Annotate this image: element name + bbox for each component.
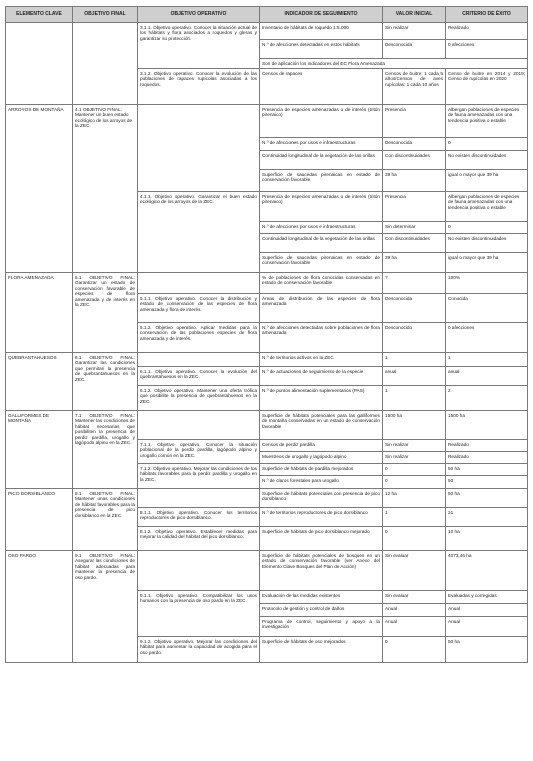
initial-value-cell: 0 [383, 476, 446, 489]
indicator-cell: N.º de actuaciones de seguimiento de la especie [260, 367, 383, 386]
operational-objective-cell: 7.1.2. Objetivo operativo. Mejorar las condiciones de los hábitats favorables para la perdiz pardilla y urogallo en la ZEC. [138, 464, 260, 489]
initial-value-cell: Presencia [383, 105, 446, 138]
table-row [6, 551, 528, 591]
initial-value-cell: Desconocida [383, 294, 446, 323]
table-row [6, 411, 528, 440]
element-cell: GALLIFORMES DE MONTAÑA [6, 411, 73, 489]
initial-value-cell: Sin realizar [383, 452, 446, 464]
initial-value-cell: Desconocida [383, 40, 446, 59]
success-criterion-cell: Realizado [446, 440, 528, 452]
operational-objective-cell-empty [138, 273, 260, 294]
operational-objective-cell-empty [138, 551, 260, 591]
success-criterion-cell: 0 [446, 222, 528, 234]
success-criterion-cell: 1 [446, 353, 528, 367]
success-criterion-cell: Realizado [446, 452, 528, 464]
indicator-cell: N.º de territorios reproductores de pico dorsiblanco [260, 508, 383, 527]
success-criterion-cell: No existen discontinuidades [446, 151, 528, 170]
element-cell: FLORA AMENAZADA [6, 273, 73, 353]
table-row [6, 273, 528, 294]
indicator-cell: Protocolo de gestión y control de daños [260, 604, 383, 617]
success-criterion-cell: Censo de buitre en 2014 y 2019; Censo de rupícolas en 2020 [446, 69, 528, 105]
initial-value-cell: Sin evaluar [383, 551, 446, 591]
operational-objective-cell: 3.1.2. Objetivo operativo. Conocer la evolución de las poblaciones de rapaces rupícolas asociadas a los roquedos. [138, 69, 260, 105]
success-criterion-cell: 100% [446, 273, 528, 294]
indicator-cell: Evaluación de las medidas existentes [260, 591, 383, 604]
indicator-note-cell: Son de aplicación los indicadores del EC Flora Amenazada [260, 59, 528, 69]
initial-value-cell: 1 [383, 353, 446, 367]
initial-value-cell: Sin realizar [383, 23, 446, 40]
initial-value-cell: 39 ha [383, 253, 446, 273]
success-criterion-cell: anual [446, 367, 528, 386]
success-criterion-cell: 4073,46 ha [446, 551, 528, 591]
indicator-cell: Superficie de hábitats potenciales con presencia de pico dorsiblanco [260, 489, 383, 508]
final-objective-cell: 8.1 OBJETIVO FINAL: Mantener unas condiciones de hábitat favorables para la presencia de pico dorsiblanco en la ZEC. [73, 489, 138, 551]
success-criterion-cell: 50 [446, 476, 528, 489]
element-cell: ARROYOS DE MONTAÑA [6, 105, 73, 273]
success-criterion-cell: 0 afecciones [446, 40, 528, 59]
success-criterion-cell: 50 ha [446, 637, 528, 663]
indicator-cell: Superficie de hábitats de oso mejorados [260, 637, 383, 663]
success-criterion-cell: Conocida [446, 294, 528, 323]
success-criterion-cell: 10 ha [446, 527, 528, 551]
initial-value-cell: Censos de buitre: 1 cada 5 años/Censos de aves rupícolas: 1 cada 10 años [383, 69, 446, 105]
header-criterio-exito: CRITERIO DE ÉXITO [446, 7, 528, 23]
table-row [6, 489, 528, 508]
operational-objective-cell: 7.1.1. Objetivo operativo. Conocer la situación poblacional de la perdiz pardilla, lagópodo alpino y urogallo común en la ZEC. [138, 440, 260, 464]
indicator-cell: Superficie de hábitats potenciales de bosques en un estado de conservación favorable (ver Anexo del Elemento Clave Bosques del Plan de Acción) [260, 551, 383, 591]
indicator-cell: Superficie de saucedas pirenaicas en estado de conservación favorable [260, 253, 383, 273]
indicator-cell: N.º de claros forestales para urogallo [260, 476, 383, 489]
indicator-cell: Superficie de hábitats potenciales para las galliformes de montaña conservadas en un estado de conservación favorable [260, 411, 383, 440]
indicator-cell: % de poblaciones de flora conocidas conservadas en estado de conservación favorable [260, 273, 383, 294]
initial-value-cell: Sin evaluar [383, 591, 446, 604]
element-cell: OSO PARDO [6, 551, 73, 663]
header-row [6, 7, 528, 23]
final-objective-cell: 4.1 OBJETIVO FINAL: Mantener un buen estado ecológico de los arroyos de la ZEC. [73, 105, 138, 273]
success-criterion-cell: 0 afecciones [446, 323, 528, 353]
initial-value-cell: 39 ha [383, 170, 446, 192]
element-cell-continued [6, 23, 73, 105]
initial-value-cell: Con discontinuidades [383, 234, 446, 253]
final-objective-cell: 5.1 OBJETIVO FINAL: Garantizar un estado de conservación favorable de especies de flora amenazada y de interés en la ZEC. [73, 273, 138, 353]
success-criterion-cell: 50 ha [446, 489, 528, 508]
initial-value-cell: 0 [383, 637, 446, 663]
header-elemento-clave: ELEMENTO CLAVE [6, 7, 73, 23]
final-objective-cell: 6.1 OBJETIVO FINAL: Garantizar las condiciones que permitan la presencia de quebrantahuesos en la ZEC. [73, 353, 138, 411]
indicator-cell: Muestreos de urogallo y lagópodo alpino [260, 452, 383, 464]
operational-objective-cell-empty [138, 411, 260, 440]
initial-value-cell: ? [383, 273, 446, 294]
initial-value-cell: 0 [383, 527, 446, 551]
operational-objective-cell: 5.1.1. Objetivo operativo. Conocer la distribución y estado de conservación de las especies de flora amenazada y flora de interés. [138, 294, 260, 323]
indicator-cell: Programa de control, seguimiento y apoyo a la investigación [260, 617, 383, 637]
success-criterion-cell: 0 [446, 138, 528, 151]
final-objective-cell-continued [73, 23, 138, 105]
indicator-cell: N.º de afecciones detectadas sobre poblaciones de flora amenazada [260, 323, 383, 353]
success-criterion-cell: ≥1 [446, 508, 528, 527]
initial-value-cell: Sin determinar [383, 222, 446, 234]
indicator-cell: N.º de afecciones por usos e infraestructuras [260, 138, 383, 151]
initial-value-cell: 0 [383, 464, 446, 476]
element-cell: PICO DORSIBLANCO [6, 489, 73, 551]
indicator-cell: Áreas de distribución de las especies de flora amenazada [260, 294, 383, 323]
operational-objective-cell: 9.1.2. Objetivo operativo. Mejorar las condiciones del hábitat para aumentar la capacidad de acogida para el oso pardo. [138, 637, 260, 663]
success-criterion-cell: 2 [446, 386, 528, 411]
indicator-cell: Inventario de hábitats de roquedo 1:5.000 [260, 23, 383, 40]
indicator-cell: Superficie de saucedas pirenaicas en estado de conservación favorable [260, 170, 383, 192]
indicator-cell: N.º de afecciones por usos e infraestructuras [260, 222, 383, 234]
initial-value-cell: Desconocida [383, 138, 446, 151]
operational-objective-cell: 8.1.1. Objetivo operativo. Conocer los territorios reproductores de pico dorsiblanco. [138, 508, 260, 527]
initial-value-cell: Presencia [383, 192, 446, 222]
indicator-cell: Continuidad longitudinal de la vegetación de las orillas [260, 234, 383, 253]
operational-objective-cell: 8.1.2. Objetivo operativo. Establecer medidas para mejorar la calidad del hábitat del pico dorsiblanco. [138, 527, 260, 551]
element-cell: QUEBRANTAHUESOS [6, 353, 73, 411]
operational-objective-cell-empty [138, 105, 260, 192]
indicator-cell: Presencia de especies amenazadas o de interés (tritón pirenaico) [260, 105, 383, 138]
header-indicador: INDICADOR DE SEGUIMIENTO [260, 7, 383, 23]
initial-value-cell: Anual [383, 617, 446, 637]
indicator-cell: Continuidad longitudinal de la vegetación de las orillas [260, 151, 383, 170]
success-criterion-cell: Albergan poblaciones de especies de fauna amenazadas con una tendencia positiva o estable [446, 105, 528, 138]
indicator-cell: N.º de afecciones detectadas en estos hábitats [260, 40, 383, 59]
indicator-cell: N.º de puntos alimentación suplementarios (PAS) [260, 386, 383, 411]
initial-value-cell: Anual [383, 604, 446, 617]
success-criterion-cell: igual o mayor que 39 ha [446, 253, 528, 273]
initial-value-cell: 1500 ha [383, 411, 446, 440]
table-row [6, 105, 528, 138]
initial-value-cell: anual [383, 367, 446, 386]
operational-objective-cell: 5.1.2. Objetivo operativo. Aplicar medidas para la conservación de las poblaciones especies de flora amenazada y de interés. [138, 323, 260, 353]
table-row [6, 353, 528, 367]
indicator-cell: Censos de rapaces [260, 69, 383, 105]
final-objective-cell: 7.1 OBJETIVO FINAL: Mantener las condiciones de hábitat necesarias que posibiliten la presencia de perdiz pardilla, urogallo y lagópodo alpino en la ZEC. [73, 411, 138, 489]
initial-value-cell: Desconocido [383, 323, 446, 353]
operational-objective-cell-empty [138, 353, 260, 367]
initial-value-cell: Sin realizar [383, 440, 446, 452]
indicator-cell: Censos de perdiz pardilla [260, 440, 383, 452]
indicator-cell: Superficie de hábitats de pico dorsiblanco mejorado [260, 527, 383, 551]
success-criterion-cell: 1500 ha [446, 411, 528, 440]
success-criterion-cell: Evaluadas y corregidas [446, 591, 528, 604]
operational-objective-cell: 9.1.1. Objetivo operativo. Compatibilizar los usos humanos con la presencia de oso pardo en la ZEC. [138, 591, 260, 637]
operational-objective-cell: 4.1.1. Objetivo operativo. Garantizar el buen estado ecológico de los arroyos de la ZEC. [138, 192, 260, 273]
operational-objective-cell: 6.1.1. Objetivo operativo. Conocer la evolución del quebrantahuesos en la ZEC. [138, 367, 260, 386]
header-objetivo-final: OBJETIVO FINAL [73, 7, 138, 23]
initial-value-cell: Con discontinuidades [383, 151, 446, 170]
indicator-cell: Superficie de hábitats de pardilla mejorados [260, 464, 383, 476]
final-objective-cell: 9.1 OBJETIVO FINAL: Asegurar las condiciones de hábitat adecuadas para mantener la presencia de oso pardo. [73, 551, 138, 663]
success-criterion-cell: Realizado [446, 23, 528, 40]
initial-value-cell: 1 [383, 386, 446, 411]
indicator-cell: N.º de territorios activos en la ZEC [260, 353, 383, 367]
initial-value-cell: 1 [383, 508, 446, 527]
header-objetivo-operativo: OBJETIVO OPERATIVO [138, 7, 260, 23]
success-criterion-cell: Anual [446, 604, 528, 617]
indicator-cell: Presencia de especies amenazadas o de interés (tritón pirenaico) [260, 192, 383, 222]
operational-objective-cell: 3.1.1. Objetivo operativo. Conocer la situación actual de los hábitats y flora asociados a roquedos y gleras y garantizar su protección. [138, 23, 260, 69]
objectives-table [5, 6, 528, 663]
initial-value-cell: 12 ha [383, 489, 446, 508]
success-criterion-cell: Albergan poblaciones de especies de fauna amenazadas con una tendencia positiva o estable [446, 192, 528, 222]
success-criterion-cell: 50 ha [446, 464, 528, 476]
header-valor-inicial: VALOR INICIAL [383, 7, 446, 23]
operational-objective-cell: 6.1.2. Objetivo operativo. Mantener una oferta trófica que posibilite la presencia de quebrantahuesos en la ZEC. [138, 386, 260, 411]
success-criterion-cell: igual o mayor que 39 ha [446, 170, 528, 192]
table-row [6, 23, 528, 40]
success-criterion-cell: Anual [446, 617, 528, 637]
operational-objective-cell-empty [138, 489, 260, 508]
success-criterion-cell: No existen discontinuidades [446, 234, 528, 253]
